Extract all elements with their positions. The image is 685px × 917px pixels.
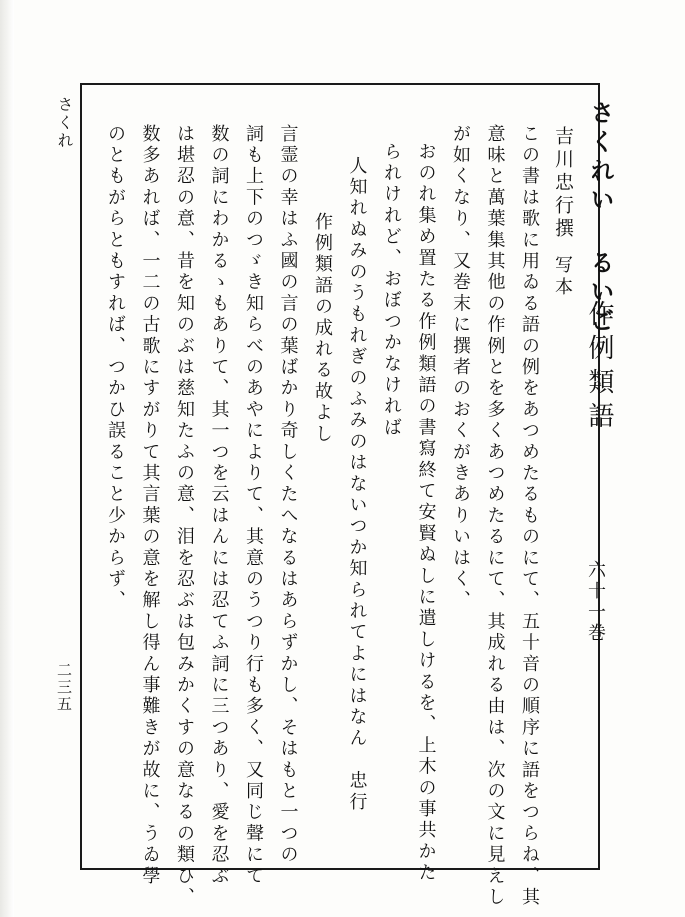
entry-title-kana: さくれい るいご bbox=[586, 100, 615, 337]
author-note: 写本 bbox=[552, 255, 573, 299]
body-column: られけれど、おぼつかなければ bbox=[381, 142, 402, 439]
body-column: が如くなり、又巻末に撰者のおくがきありいはく、 bbox=[450, 124, 471, 612]
entry-title-volume: 六十一巻 bbox=[585, 560, 606, 644]
author-name: 吉川忠行撰 bbox=[552, 126, 574, 241]
section-heading: 作例類語の成れる故よし bbox=[312, 212, 333, 446]
page-number: 二三五 bbox=[55, 662, 73, 713]
body-column: この書は歌に用ゐる語の例をあつめたるものにて、五十音の順序に語をつらね、其 bbox=[519, 124, 540, 909]
body-column: は堪忍の意、昔を知のぶは慈知たふの意、泪を忍ぶは包みかくすの意なるの類ひ、 bbox=[174, 124, 195, 909]
binding-edge bbox=[0, 0, 14, 917]
body-column: 言霊の幸はふ國の言の葉ばかり奇しくたへなるはあらずかし、そはもと一つの bbox=[277, 124, 299, 866]
body-column: 詞も上下のつゞき知らべのあやによりて、其意のうつり行も多く、又同じ聲にて bbox=[243, 124, 264, 888]
body-column: のともがらともすれば、つかひ誤ること少からず、 bbox=[105, 124, 126, 612]
body-column: 数の詞にわかるゝもありて、其一つを云はんには忍てふ詞に三つあり、愛を忍ぶ bbox=[208, 124, 230, 888]
poem-column: 人知れぬみのうもれぎのふみのはないつか知られてよにはなん 忠行 bbox=[346, 156, 368, 814]
body-column: おのれ集め置たる作例類語の書寫終て安賢ぬしに遣しけるを、上木の事共かた bbox=[415, 142, 437, 884]
running-head: さくれ bbox=[55, 96, 74, 150]
entry-title-name: 作例類語 bbox=[584, 300, 614, 436]
body-column: 数多あれば、一二の古歌にすがりて其言葉の意を解し得ん事難きが故に、うゐ學 bbox=[139, 124, 161, 888]
body-column: 意味と萬葉集其他の作例とを多くあつめたるにて、其成れる由は、次の文に見えし bbox=[484, 124, 506, 909]
